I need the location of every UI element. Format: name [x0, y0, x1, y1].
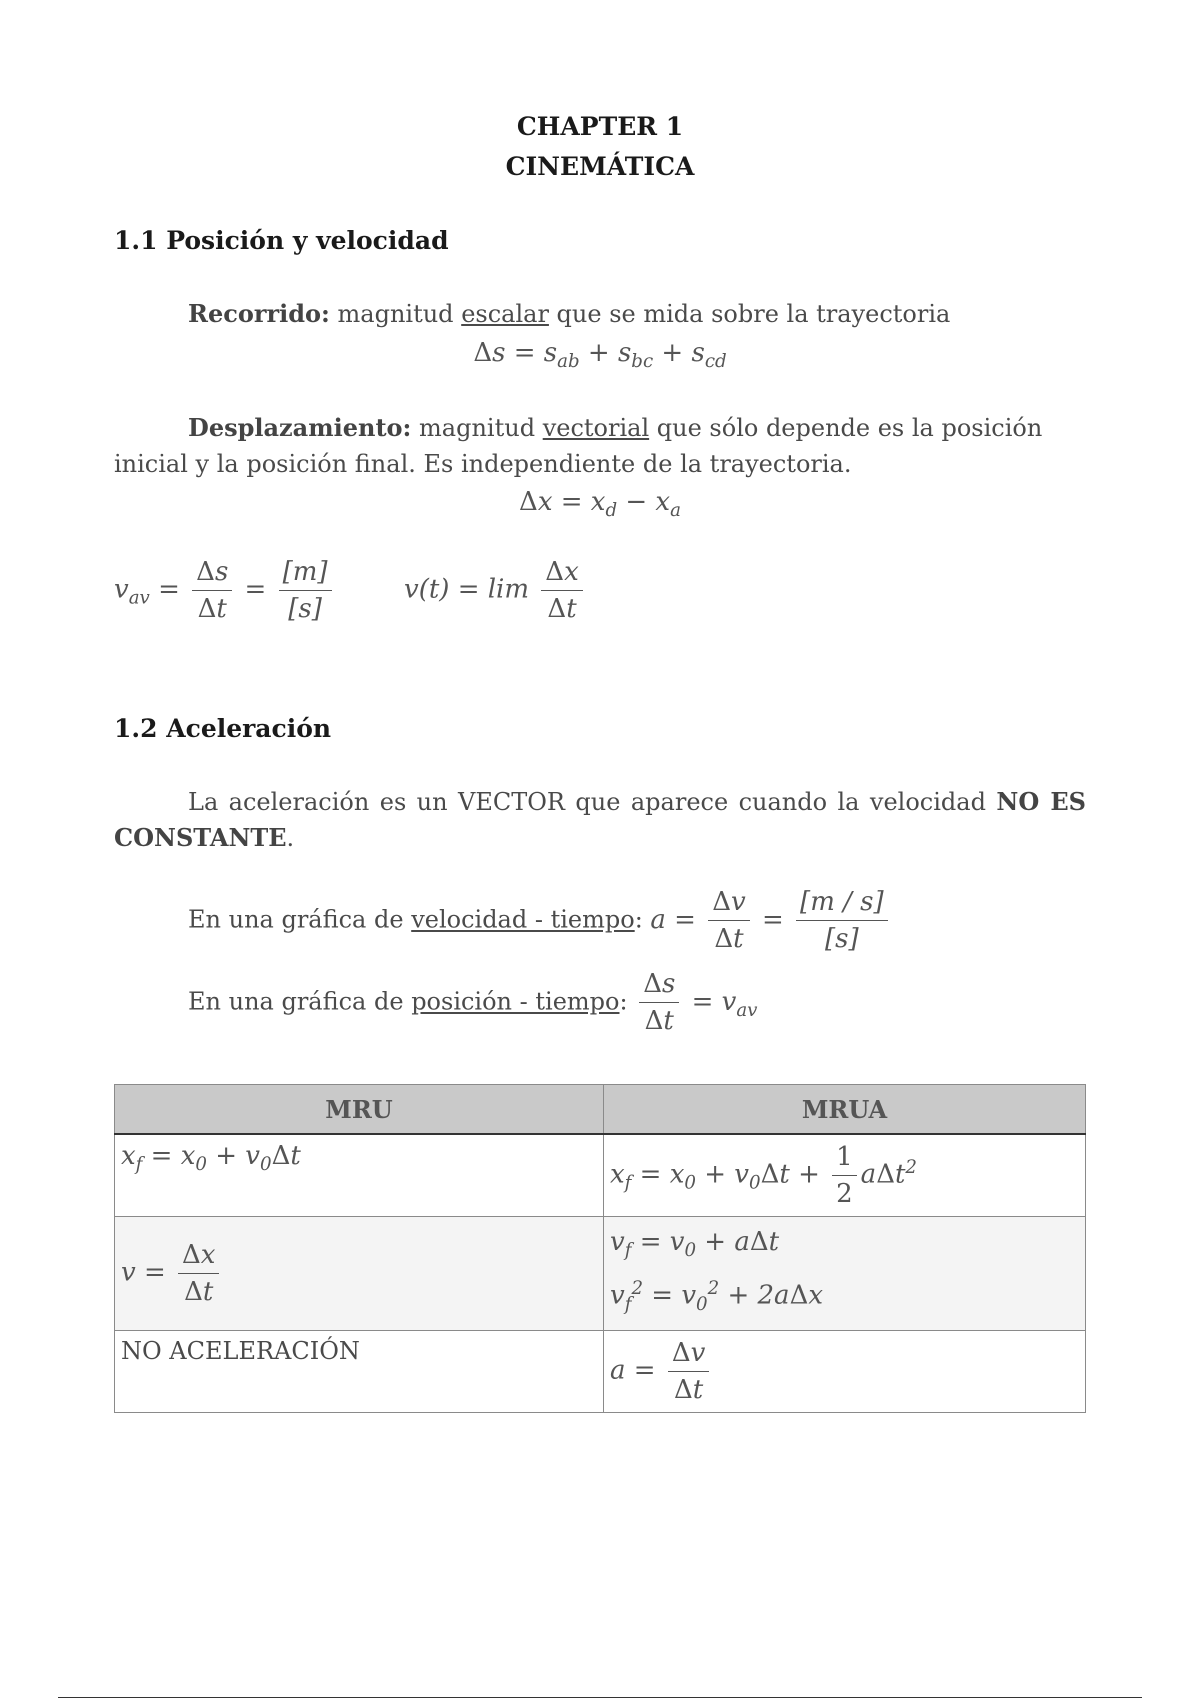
section-heading-1-2: 1.2 Aceleración	[114, 714, 332, 743]
equation-desplazamiento: $\Delta x = x_d - x_a$	[519, 487, 681, 522]
mru-mrua-table	[114, 1084, 1086, 1413]
pt-graph-line: En una gráfica de posición - tiempo: $\frac{\Delta s}{\Delta t}$ = $v_{av}$	[188, 969, 758, 1036]
table-row	[115, 1134, 1086, 1217]
text: La aceleración es un VECTOR que aparece cuando la velocidad	[188, 788, 997, 816]
chapter-title: CINEMÁTICA	[505, 152, 695, 181]
footer-rule	[58, 1697, 1142, 1698]
text: que se mida sobre la trayectoria	[548, 300, 951, 328]
chapter-label: CHAPTER 1	[516, 112, 684, 141]
escalar-underlined: escalar	[461, 300, 549, 328]
table-row	[115, 1217, 1086, 1331]
equation-vt-limit: v(t) = lim $\frac{\Delta x}{\Delta t}$	[404, 556, 587, 625]
text: .	[286, 824, 295, 852]
header-mru: MRU	[115, 1085, 604, 1135]
mrua-position-eq: $x_f = x_0 + v_0\Delta t$ + $\frac{1}{2}$ aΔt$^2$	[604, 1134, 1086, 1217]
text: :	[634, 905, 651, 934]
text: En una gráfica de	[188, 987, 412, 1016]
section-heading-1-1: 1.1 Posición y velocidad	[114, 226, 449, 255]
mrua-acceleration-eq: a = $\frac{\Delta v}{\Delta t}$	[604, 1331, 1086, 1413]
vt-graph-line: En una gráfica de velocidad - tiempo: a = $\frac{\Delta v}{\Delta t}$ = $\frac{[m / s]}{[s]}$	[188, 886, 892, 955]
text: magnitud	[411, 414, 543, 442]
desplazamiento-paragraph	[114, 410, 1086, 482]
table-row	[115, 1331, 1086, 1413]
text: magnitud	[329, 300, 462, 328]
mru-no-acceleration: NO ACELERACIÓN	[115, 1331, 604, 1413]
posicion-tiempo-underlined: posición - tiempo	[411, 987, 620, 1016]
equation-vav: $v_{av}$ = $\frac{\Delta s}{\Delta t}$ = $\frac{[m]}{[s]}$	[114, 556, 336, 625]
text: En una gráfica de	[188, 905, 412, 934]
recorrido-term: Recorrido:	[188, 299, 330, 328]
aceleracion-intro	[114, 784, 1086, 856]
mru-velocity-eq: v = $\frac{\Delta x}{\Delta t}$	[115, 1217, 604, 1331]
no-es-constante-bold: NO ES CONSTANTE	[114, 787, 1086, 852]
text: que sólo depende es la posición inicial y la posición final. Es independiente de la trayectoria.	[114, 414, 1043, 478]
vectorial-underlined: vectorial	[542, 414, 650, 442]
header-mrua: MRUA	[604, 1085, 1086, 1135]
velocidad-tiempo-underlined: velocidad - tiempo	[411, 905, 635, 934]
desplazamiento-term: Desplazamiento:	[188, 413, 412, 442]
mrua-velocity-eqs: $v_f = v_0 + a\Delta t$ $v_f^2 = v_0^2 + 2a\Delta x$	[604, 1217, 1086, 1331]
text: :	[619, 987, 636, 1016]
table-header-row	[115, 1085, 1086, 1135]
recorrido-paragraph	[114, 296, 1086, 332]
mru-position-eq: $x_f = x_0 + v_0\Delta t$	[115, 1134, 604, 1217]
equation-recorrido: $\Delta s = s_{ab} + s_{bc} + s_{cd}$	[473, 338, 727, 373]
